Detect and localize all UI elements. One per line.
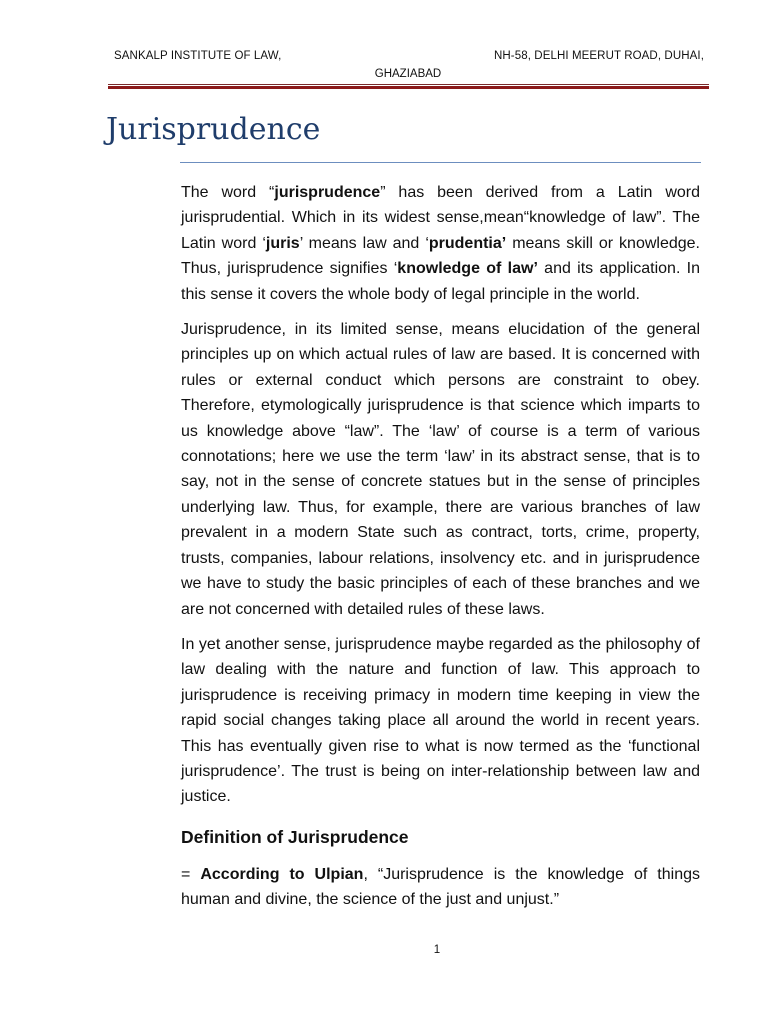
title-underline bbox=[180, 162, 701, 163]
section-heading-definition: Definition of Jurisprudence bbox=[181, 826, 409, 847]
header-institute-name: SANKALP INSTITUTE OF LAW, bbox=[114, 50, 282, 62]
p1-bold-knowledge-of-law: knowledge of law’ bbox=[397, 260, 538, 278]
paragraph-2: Jurisprudence, in its limited sense, means elucidation of the general principles up on which actual rules of law are based. It is concerned with rules or external conduct which persons are constraint to obey. Therefore, etymologically jurisprudence is that science which imparts to us knowledge above “law”. The ‘law’ of course is a term of various connotations; here we use the term ‘law’ in its abstract sense, that is to say, not in the sense of concrete statues but in the sense of principles underlying law. Thus, for example, there are various branches of law prevalent in a modern State such as contract, torts, crime, property, trusts, companies, labour relations, insolvency etc. and in jurisprudence we have to study the basic principles of each of these branches and we are not concerned with detailed rules of these laws. bbox=[181, 321, 700, 618]
p4-text-2: , “Jurisprudence is the knowledge of things human and divine, the science of the just and unjust.” bbox=[181, 865, 700, 909]
paragraph-3: In yet another sense, jurisprudence maybe regarded as the philosophy of law dealing with the nature and function of law. This approach to jurisprudence is receiving primacy in modern time keeping in view the rapid social changes taking place all around the world in recent years. This has eventually given rise to what is now termed as the ‘functional jurisprudence’. The trust is being on inter-relationship between law and justice. bbox=[181, 635, 700, 806]
p4-text-1: = bbox=[181, 865, 201, 883]
header-rule-thick bbox=[108, 86, 709, 89]
p1-text-4: means skill or knowledge. Thus, jurisprudence signifies ‘ bbox=[181, 234, 701, 278]
p1-text-1: The word “ bbox=[181, 184, 275, 201]
p4-bold-ulpian: According to Ulpian bbox=[200, 865, 364, 883]
p1-bold-juris: juris bbox=[265, 234, 300, 252]
paragraph-1 bbox=[181, 180, 700, 307]
header-address: NH-58, DELHI MEERUT ROAD, DUHAI, bbox=[493, 50, 704, 62]
p1-text-2: ” has been derived from a Latin word jurisprudential. Which in its widest sense,mean“knowledge of law”. The Latin word ‘ bbox=[181, 184, 700, 252]
page-number: 1 bbox=[433, 944, 441, 956]
paragraph-4 bbox=[181, 862, 700, 913]
p1-bold-prudentia: prudentia’ bbox=[428, 234, 507, 252]
p1-text-5: and its application. In this sense it covers the whole body of legal principle in the world. bbox=[181, 260, 701, 303]
p1-text-3: ’ means law and ‘ bbox=[299, 234, 429, 252]
header-city: GHAZIABAD bbox=[374, 68, 442, 80]
header-rule-thin bbox=[108, 84, 709, 85]
document-title: Jurisprudence bbox=[106, 112, 321, 147]
p1-bold-jurisprudence: jurisprudence bbox=[274, 184, 381, 201]
document-body bbox=[181, 180, 700, 923]
